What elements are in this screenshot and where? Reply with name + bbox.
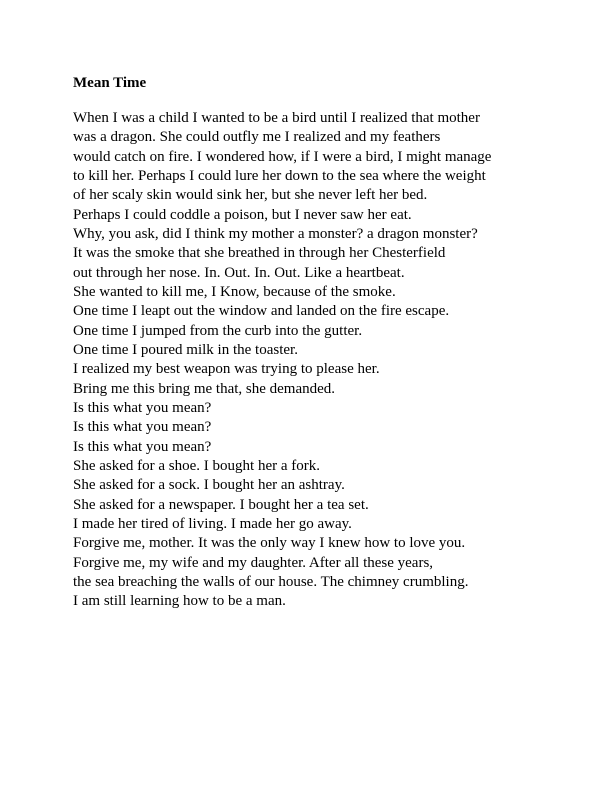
poem-line: She wanted to kill me, I Know, because of the smoke. <box>73 283 396 300</box>
poem-line: Forgive me, my wife and my daughter. After all these years, <box>73 554 434 571</box>
poem-line: Is this what you mean? <box>73 419 212 436</box>
poem-line: out through her nose. In. Out. In. Out. Like a heartbeat. <box>73 264 405 281</box>
poem-line: One time I leapt out the window and landed on the fire escape. <box>73 303 450 320</box>
poem-line: She asked for a newspaper. I bought her a tea set. <box>73 496 369 513</box>
poem-line: Perhaps I could coddle a poison, but I never saw her eat. <box>73 206 412 223</box>
poem-line: Forgive me, mother. It was the only way I knew how to love you. <box>73 535 466 552</box>
poem-line: It was the smoke that she breathed in through her Chesterfield <box>73 245 446 262</box>
poem-line: of her scaly skin would sink her, but she never left her bed. <box>73 187 428 204</box>
poem-line: was a dragon. She could outfly me I realized and my feathers <box>73 129 441 146</box>
poem-line: the sea breaching the walls of our house. The chimney crumbling. <box>73 573 469 590</box>
poem-line: Is this what you mean? <box>73 438 212 455</box>
poem-line: Is this what you mean? <box>73 399 212 416</box>
poem-line: to kill her. Perhaps I could lure her down to the sea where the weight <box>73 167 486 184</box>
poem-line: Why, you ask, did I think my mother a monster? a dragon monster? <box>73 225 478 242</box>
poem-line: One time I poured milk in the toaster. <box>73 341 298 358</box>
poem-line: I am still learning how to be a man. <box>73 593 286 610</box>
poem-title: Mean Time <box>73 75 147 91</box>
poem-line: Bring me this bring me that, she demanded. <box>73 380 336 397</box>
poem-line: One time I jumped from the curb into the gutter. <box>73 322 363 339</box>
poem-line: I made her tired of living. I made her go away. <box>73 515 352 532</box>
poem-body <box>73 109 491 612</box>
poem-line: She asked for a shoe. I bought her a fork. <box>73 457 321 474</box>
poem-line: I realized my best weapon was trying to please her. <box>73 361 380 378</box>
poem-line: would catch on fire. I wondered how, if I were a bird, I might manage <box>73 148 492 165</box>
poem-line: When I was a child I wanted to be a bird until I realized that mother <box>73 110 480 126</box>
poem-line: She asked for a sock. I bought her an ashtray. <box>73 477 345 494</box>
